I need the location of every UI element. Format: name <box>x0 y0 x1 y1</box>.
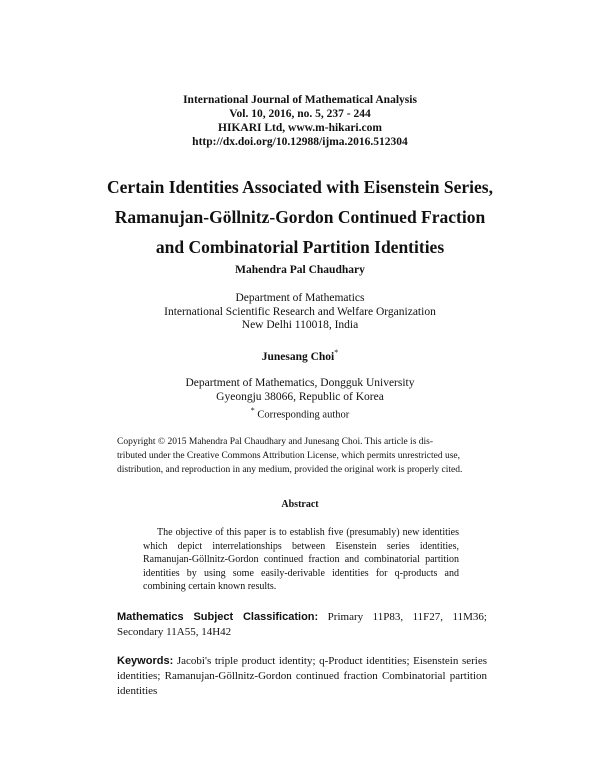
author-2-heading <box>0 348 600 363</box>
author-1-name: Mahendra Pal Chaudhary <box>235 264 365 276</box>
author-2-name: Junesang Choi <box>261 350 335 363</box>
journal-publisher: HIKARI Ltd, www.m-hikari.com <box>218 122 382 134</box>
journal-volume: Vol. 10, 2016, no. 5, 237 - 244 <box>229 108 371 120</box>
affiliation-line: Department of Mathematics, Dongguk University <box>185 377 415 389</box>
abstract-heading: Abstract <box>281 499 319 510</box>
journal-doi[interactable]: http://dx.doi.org/10.12988/ijma.2016.512304 <box>192 136 408 148</box>
journal-name: International Journal of Mathematical Analysis <box>183 94 417 106</box>
keywords-text: Jacobi's triple product identity; q-Product identities; Eisenstein series identities; Ramanujan-Göllnitz-Gordon continued fraction Combinatorial partition identities <box>117 655 487 697</box>
corresponding-note-mark: * <box>250 406 255 415</box>
msc-label: Mathematics Subject Classification: <box>117 611 319 623</box>
affiliation-line: International Scientific Research and Welfare Organization <box>164 305 436 318</box>
copyright-notice <box>117 436 487 477</box>
title-line-3: and Combinatorial Partition Identities <box>155 237 445 257</box>
affiliation-line: Gyeongju 38066, Republic of Korea <box>216 390 384 403</box>
affiliation-line: Department of Mathematics <box>235 292 365 304</box>
author-2-affiliation <box>0 377 600 422</box>
abstract-text: The objective of this paper is to establish five (presumably) new identities which depict interrelationships between Eisenstein series identities, Ramanujan-Göllnitz-Gordon continued fraction and combinatorial partition identities by using some easily-derivable identities for q-products and combining certain known results. <box>143 527 459 593</box>
keywords-section <box>117 654 487 699</box>
corresponding-note <box>0 404 600 422</box>
paper-title <box>0 172 600 262</box>
msc-text: Primary 11P83, 11F27, 11M36; Secondary 11A55, 14H42 <box>117 611 487 638</box>
copyright-line: distribution, and reproduction in any medium, provided the original work is properly cited. <box>117 464 463 475</box>
copyright-line: tributed under the Creative Commons Attribution License, which permits unrestricted use, <box>117 450 460 461</box>
title-line-2: Ramanujan-Göllnitz-Gordon Continued Fraction <box>114 207 486 227</box>
corresponding-note-text: Corresponding author <box>254 409 350 421</box>
copyright-line: Copyright © 2015 Mahendra Pal Chaudhary and Junesang Choi. This article is dis- <box>117 437 434 447</box>
keywords-label: Keywords: <box>117 655 174 667</box>
msc-section <box>117 610 487 640</box>
affiliation-line: New Delhi 110018, India <box>241 319 359 331</box>
journal-header <box>0 93 600 149</box>
title-line-1: Certain Identities Associated with Eisenstein Series, <box>107 177 493 197</box>
corresponding-mark: * <box>334 348 339 357</box>
author-1-affiliation <box>0 292 600 333</box>
